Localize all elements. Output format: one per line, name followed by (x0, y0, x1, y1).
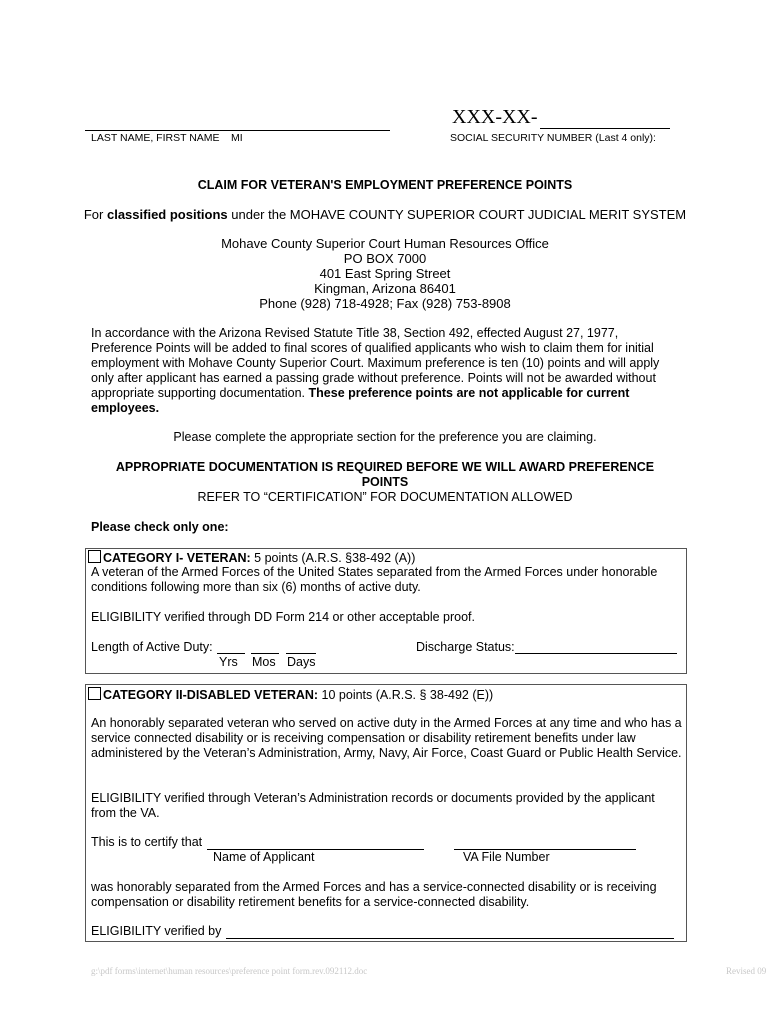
verified-by-field[interactable] (226, 924, 674, 939)
category1-points: 5 points (A.R.S. §38-492 (A)) (250, 551, 416, 565)
form-subtitle (0, 207, 770, 222)
discharge-status-label: Discharge Status: (416, 640, 515, 654)
months-field[interactable] (251, 640, 279, 654)
category2-checkbox[interactable] (88, 687, 101, 700)
ssn-last4-line[interactable] (540, 106, 670, 129)
category1-header (88, 550, 683, 566)
address-phone: Phone (928) 718-4928; Fax (928) 753-8908 (259, 296, 511, 311)
doc-required-line1: APPROPRIATE DOCUMENTATION IS REQUIRED BEFORE WE WILL AWARD PREFERENCE (115, 460, 655, 474)
doc-required (0, 460, 770, 505)
length-active-duty-label: Length of Active Duty: (91, 640, 213, 654)
subtitle-suffix: under the MOHAVE COUNTY SUPERIOR COURT JUDICIAL MERIT SYSTEM (227, 207, 687, 222)
va-file-number-field[interactable] (454, 836, 636, 850)
subtitle-prefix: For (83, 207, 107, 222)
intro-paragraph (91, 326, 681, 416)
applicant-name-field[interactable] (207, 836, 424, 850)
ssn-label: SOCIAL SECURITY NUMBER (Last 4 only): (450, 132, 656, 144)
instruction: Please complete the appropriate section for the preference you are claiming. (173, 430, 597, 444)
refer-line: REFER TO “CERTIFICATION” FOR DOCUMENTATION ALLOWED (197, 490, 573, 504)
mos-label: Mos (252, 655, 276, 669)
ssn-prefix: XXX-XX- (452, 106, 538, 128)
check-one-label: Please check only one: (91, 520, 229, 534)
name-label: LAST NAME, FIRST NAME (91, 132, 220, 144)
category1-desc: A veteran of the Armed Forces of the United States separated from the Armed Forces under honorable conditions following more than six (6) months of active duty. (91, 565, 658, 594)
address-street: 401 East Spring Street (319, 266, 451, 281)
name-of-applicant-label: Name of Applicant (213, 850, 315, 864)
va-file-number-label: VA File Number (463, 850, 550, 864)
subtitle-bold: classified positions (106, 207, 228, 222)
days-field[interactable] (286, 640, 316, 654)
category2-header (88, 687, 683, 703)
days-label: Days (287, 655, 316, 669)
category2-points: 10 points (A.R.S. § 38-492 (E)) (318, 688, 494, 702)
address-block (0, 236, 770, 311)
footer-revised: Revised 09 (726, 966, 767, 976)
category2-eligibility: ELIGIBILITY verified through Veteran’s Administration records or documents provided by the applicant from the VA. (91, 791, 655, 820)
verified-by-label: ELIGIBILITY verified by (91, 924, 222, 938)
mi-label: MI (231, 132, 243, 144)
form-title: CLAIM FOR VETERAN'S EMPLOYMENT PREFERENCE POINTS (197, 178, 573, 192)
address-office: Mohave County Superior Court Human Resources Office (221, 236, 549, 251)
doc-required-line2: POINTS (361, 475, 409, 489)
category1-checkbox[interactable] (88, 550, 101, 563)
certify-label: This is to certify that (91, 835, 203, 849)
category1-eligibility: ELIGIBILITY verified through DD Form 214 or other acceptable proof. (91, 610, 475, 624)
category2-desc: An honorably separated veteran who served on active duty in the Armed Forces at any time and who has a service connected disability or is receiving compensation or disability retirement benefits under law administered by the Veteran’s Administration, Army, Navy, Air Force, Coast Guard or Public Health Service. (91, 716, 682, 760)
footer-path: g:\pdf forms\internet\human resources\preference point form.rev.092112.doc (91, 966, 368, 976)
intro-text: In accordance with the Arizona Revised Statute Title 38, Section 492, effected August 27, 1977, Preference Points will be added to final scores of qualified applicants who wish to claim them for initial employment with Mohave County Superior Court. Maximum preference is ten (10) points and will apply only after applicant has earned a passing grade without preference. Points will not be awarded without appropriate supporting documentation. (91, 326, 660, 400)
intro-bold: These preference points are not applicable for current employees. (91, 386, 630, 415)
name-line[interactable] (85, 115, 390, 131)
discharge-status-field[interactable] (515, 640, 677, 654)
years-field[interactable] (217, 640, 245, 654)
separated-statement: was honorably separated from the Armed Forces and has a service-connected disability or is receiving compensation or disability retirement benefits for a service-connected disability. (91, 880, 657, 909)
yrs-label: Yrs (219, 655, 238, 669)
address-city: Kingman, Arizona 86401 (314, 281, 456, 296)
category1-title: CATEGORY I- VETERAN: (103, 551, 251, 565)
category2-title: CATEGORY II-DISABLED VETERAN: (103, 688, 319, 702)
address-po-box: PO BOX 7000 (343, 251, 427, 266)
